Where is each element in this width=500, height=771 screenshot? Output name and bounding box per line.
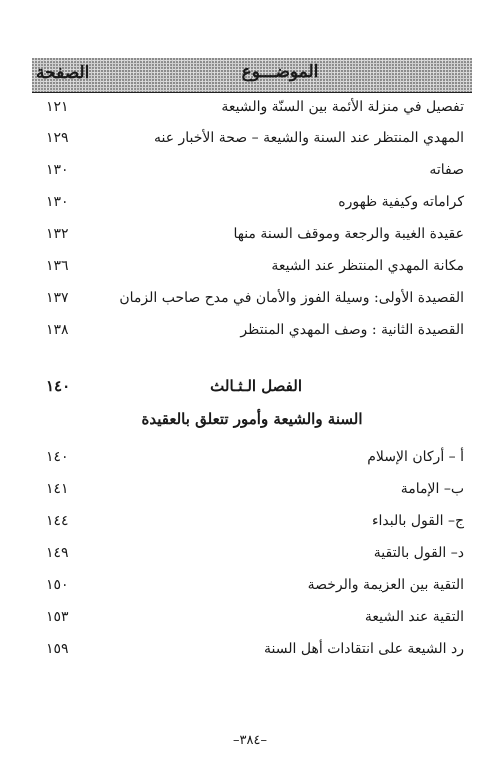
entry-title: القصيدة الثانية : وصف المهدي المنتظر xyxy=(240,322,464,338)
entry-page: ١٥٠ xyxy=(46,577,69,593)
entry-page: ١٢١ xyxy=(46,99,69,115)
chapter-heading-row xyxy=(32,377,472,399)
entry-page: ١٤٩ xyxy=(46,545,69,561)
toc-entry xyxy=(32,322,472,344)
toc-entry xyxy=(32,162,472,184)
entry-page: ١٤١ xyxy=(46,481,69,497)
entry-page: ١٣٦ xyxy=(46,258,69,274)
toc-entry xyxy=(32,226,472,248)
entry-title: التقية عند الشيعة xyxy=(364,609,464,625)
entry-page: ١٣٠ xyxy=(46,194,69,210)
entry-title: تفصيل في منزلة الأئمة بين السنّة والشيعة xyxy=(221,99,464,115)
toc-entry xyxy=(32,513,472,535)
entry-page: ١٤٤ xyxy=(46,513,69,529)
toc-entry xyxy=(32,641,472,663)
entry-page: ١٣٢ xyxy=(46,226,69,242)
entry-title: صفاته xyxy=(429,162,464,178)
page-number: –٣٨٤– xyxy=(233,733,267,748)
entry-page: ١٤٠ xyxy=(46,449,69,465)
entry-title: كراماته وكيفية ظهوره xyxy=(338,194,464,210)
entry-title: التقية بين العزيمة والرخصة xyxy=(307,577,464,593)
entry-title: أ – أركان الإسلام xyxy=(367,449,464,465)
page-column-header: الصفحة xyxy=(36,63,90,83)
entry-title: عقيدة الغيبة والرجعة وموقف السنة منها xyxy=(233,226,464,242)
chapter-page: ١٤٠ xyxy=(46,377,71,395)
toc-entry xyxy=(32,130,472,152)
toc-entry xyxy=(32,194,472,216)
entry-page: ١٣٠ xyxy=(46,162,69,178)
entry-page: ١٥٩ xyxy=(46,641,69,657)
entry-title: القصيدة الأولى: وسيلة الفوز والأمان في مدح صاحب الزمان xyxy=(119,290,464,306)
chapter-title: الفصل الـثـالث xyxy=(210,377,302,395)
chapter-subtitle: السنة والشيعة وأمور تتعلق بالعقيدة xyxy=(141,410,363,428)
entry-title: مكانة المهدي المنتظر عند الشيعة xyxy=(271,258,464,274)
toc-entry xyxy=(32,609,472,631)
entry-title: ب– الإمامة xyxy=(400,481,464,497)
entry-page: ١٥٣ xyxy=(46,609,69,625)
toc-entry xyxy=(32,290,472,312)
topic-column-header: الموضـــوع xyxy=(241,62,319,82)
toc-entry xyxy=(32,99,472,121)
toc-entry xyxy=(32,545,472,567)
toc-entry xyxy=(32,449,472,471)
entry-page: ١٣٧ xyxy=(46,290,69,306)
toc-entry xyxy=(32,577,472,599)
entry-title: المهدي المنتظر عند السنة والشيعة – صحة الأخبار عنه xyxy=(153,130,464,146)
toc-entry xyxy=(32,481,472,503)
entry-page: ١٢٩ xyxy=(46,130,69,146)
toc-entry xyxy=(32,258,472,280)
entry-title: د– القول بالتقية xyxy=(373,545,464,561)
entry-title: رد الشيعة على انتقادات أهل السنة xyxy=(264,641,464,657)
entry-title: ج– القول بالبداء xyxy=(371,513,464,529)
entry-page: ١٣٨ xyxy=(46,322,69,338)
